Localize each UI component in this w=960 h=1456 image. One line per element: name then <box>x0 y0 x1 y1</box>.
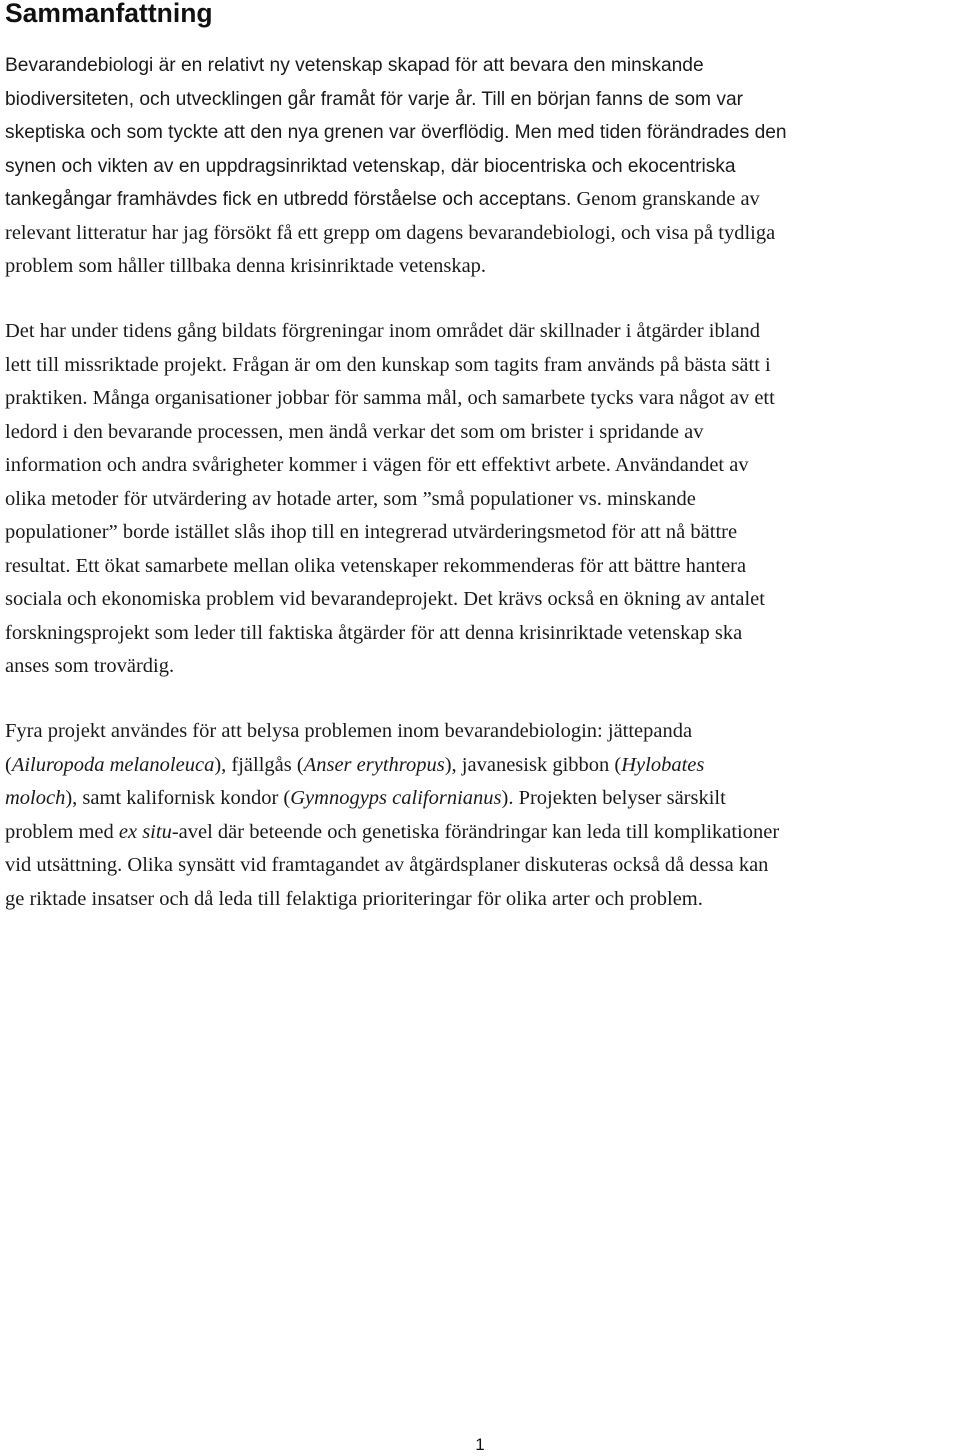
species-name: Gymnogyps californianus <box>290 787 502 809</box>
text-line: ge riktade insatser och då leda till felaktiga prioriteringar för olika arter och problem. <box>5 887 703 910</box>
text-line: vid utsättning. Olika synsätt vid framtagandet av åtgärdsplaner diskuteras också då dessa kan <box>5 854 769 876</box>
text-line: sociala och ekonomiska problem vid bevarandeprojekt. Det krävs också en ökning av antalet <box>5 588 765 610</box>
text-line: Fyra projekt användes för att belysa problemen inom bevarandebiologin: jättepanda <box>5 720 693 742</box>
text-segment: ), javanesisk gibbon ( <box>444 753 622 776</box>
text-line <box>5 782 960 816</box>
text-line: synen och vikten av en uppdragsinriktad vetenskap, där biocentriska och ekocentriska <box>5 155 736 177</box>
page-title: Sammanfattning <box>5 0 213 28</box>
text-line: lett till missriktade projekt. Frågan är om den kunskap som tagits fram används på bästa sätt i <box>5 353 771 376</box>
text-segment: ( <box>5 753 12 776</box>
species-name: Hylobates <box>621 753 705 776</box>
text-segment: Genom granskande av <box>576 188 760 210</box>
page-number: 1 <box>475 1435 485 1454</box>
text-segment: -avel där beteende och genetiska förändringar kan leda till komplikationer <box>171 820 780 843</box>
text-segment: ), samt kalifornisk kondor ( <box>65 787 291 809</box>
text-segment: ), fjällgås ( <box>214 753 304 776</box>
latin-term: ex situ <box>118 820 172 843</box>
text-line: resultat. Ett ökat samarbete mellan olika vetenskaper rekommenderas för att bättre hantera <box>5 554 747 577</box>
text-segment: skeptiska och som tyckte att den nya grenen var överflödig. <box>5 122 510 143</box>
text-line: biodiversiteten, och utvecklingen går framåt för varje år. Till en början fanns de som var <box>5 88 744 110</box>
text-line: ledord i den bevarande processen, men ändå verkar det som om brister i spridande av <box>5 420 704 443</box>
summary-paragraph-3 <box>5 715 960 916</box>
text-line <box>5 183 960 217</box>
text-line: Bevarandebiologi är en relativt ny vetenskap skapad för att bevara den minskande <box>5 55 704 76</box>
text-line <box>5 116 960 150</box>
species-name: Ailuropoda melanoleuca <box>11 753 215 776</box>
species-name: moloch <box>5 787 66 809</box>
text-line: olika metoder för utvärdering av hotade arter, som ”små populationer vs. minskande <box>5 487 696 510</box>
summary-paragraph-1 <box>5 49 960 284</box>
species-name: Anser erythropus <box>303 753 445 776</box>
text-line: forskningsprojekt som leder till faktiska åtgärder för att denna krisinriktade vetenskap ska <box>5 621 743 644</box>
text-segment: tankegångar framhävdes fick en utbredd förståelse och acceptans. <box>5 189 572 210</box>
text-line: relevant litteratur har jag försökt få ett grepp om dagens bevarandebiologi, och visa på tydliga <box>5 221 776 244</box>
text-line: information och andra svårigheter kommer i vägen för ett effektivt arbete. Användandet av <box>5 454 749 476</box>
text-line <box>5 749 960 783</box>
text-line: problem som håller tillbaka denna krisinriktade vetenskap. <box>5 255 487 277</box>
summary-paragraph-2 <box>5 315 960 684</box>
text-segment: ). Projekten belyser särskilt <box>501 787 726 809</box>
text-segment: Men med tiden förändrades den <box>514 122 787 143</box>
text-line: praktiken. Många organisationer jobbar för samma mål, och samarbete tycks vara något av ett <box>5 387 775 409</box>
text-segment: problem med <box>5 820 119 843</box>
text-line: Det har under tidens gång bildats förgreningar inom området där skillnader i åtgärder ibland <box>5 320 761 342</box>
text-line: anses som trovärdig. <box>5 655 175 677</box>
text-line <box>5 816 960 850</box>
text-line: populationer” borde istället slås ihop till en integrerad utvärderingsmetod för att nå bättre <box>5 521 738 543</box>
